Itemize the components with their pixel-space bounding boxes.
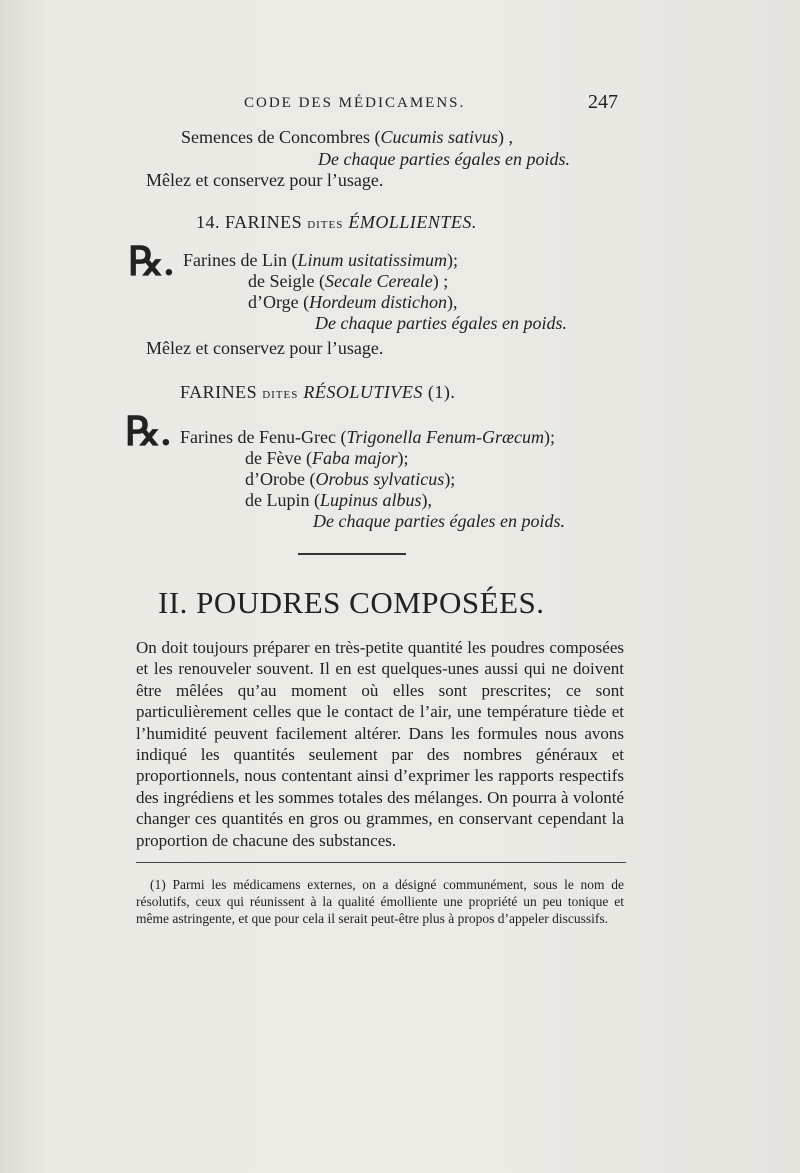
- recipe-14-item-1: Farines de Lin (Linum usitatissimum);: [183, 250, 458, 270]
- recipe-14-instruction: Mêlez et conservez pour l’usage.: [146, 338, 384, 358]
- recipe-15-item-4: de Lupin (Lupinus albus),: [245, 490, 433, 510]
- recipe-14-heading: 14. FARINES DITES ÉMOLLIENTES.: [196, 212, 477, 232]
- recipe-15-item-5: De chaque parties égales en poids.: [313, 511, 565, 531]
- recipe-15-item-3: d’Orobe (Orobus sylvaticus);: [245, 469, 456, 489]
- recipe-15-item-2: de Fève (Faba major);: [245, 448, 409, 468]
- section-paragraph: On doit toujours préparer en très-petite quantité les poudres composées et les renouveler souvent. Il en est quelques-unes aussi qui ne doivent être mêlées qu’au moment où elles sont prescrites; ce sont particulièrement celles que le contact de l’air, une température tiède et l’humidité peuvent facilement altérer. Dans les formules nous avons indiqué les quantités seulement par des nombres généraux et proportionnels, nous contentant ainsi d’exprimer les rapports respectifs des ingrédiens et les sommes totales des mélanges. On pourra à volonté changer ces quantités en gros ou grammes, en conservant cependant la proportion de chacune des substances.: [136, 638, 624, 850]
- recipe-14-item-4: De chaque parties égales en poids.: [315, 313, 567, 333]
- recipe-14-item-3: d’Orge (Hordeum distichon),: [248, 292, 458, 312]
- page-number: 247: [588, 91, 618, 113]
- recipe-15-item-1: Farines de Fenu-Grec (Trigonella Fenum-Græcum);: [180, 427, 555, 447]
- recipe-13-line-1: Semences de Concombres (Cucumis sativus) ,: [181, 127, 513, 147]
- running-header: CODE DES MÉDICAMENS.: [244, 95, 466, 111]
- section-rule: [298, 553, 406, 555]
- footnote-divider: [136, 862, 626, 863]
- recipe-symbol: ℞.: [128, 239, 174, 284]
- recipe-15-heading: FARINES DITES RÉSOLUTIVES (1).: [180, 382, 456, 402]
- recipe-13-line-2: De chaque parties égales en poids.: [318, 149, 570, 169]
- recipe-14-item-2: de Seigle (Secale Cereale) ;: [248, 271, 449, 291]
- recipe-symbol: ℞.: [125, 409, 171, 454]
- recipe-13-instruction: Mêlez et conservez pour l’usage.: [146, 170, 384, 190]
- footnote: (1) Parmi les médicamens externes, on a désigné communément, sous le nom de résolutifs, ceux qui réunissent à la qualité émolliente une propriété un peu tonique et même astringente, et que pour cela il serait peut-être plus à propos d’appeler discussifs.: [136, 877, 624, 926]
- section-title: II. POUDRES COMPOSÉES.: [158, 585, 545, 620]
